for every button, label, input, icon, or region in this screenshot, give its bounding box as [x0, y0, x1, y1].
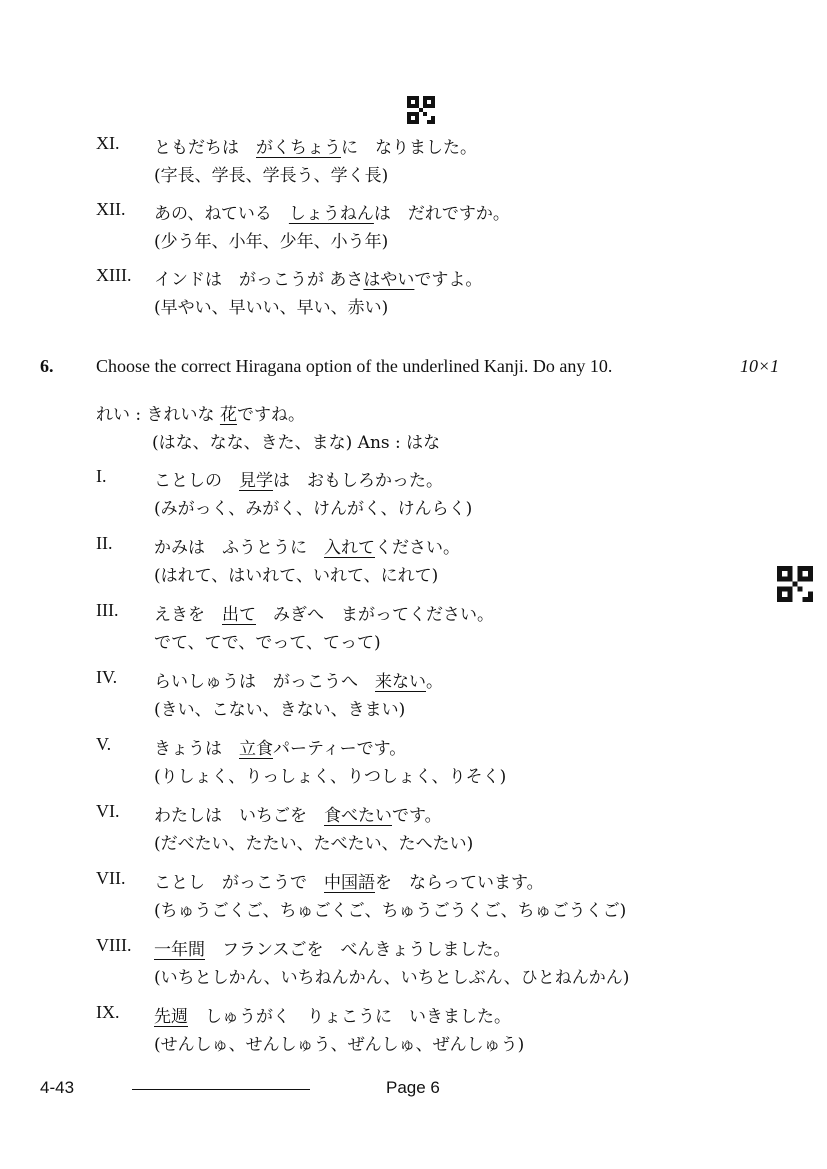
item-sentence: 一年間 フランスごを べんきょうしました。 — [154, 940, 511, 960]
underlined-word: 立食 — [239, 739, 273, 759]
item-sentence: あの、ねている しょうねんは だれですか。 — [154, 204, 510, 224]
underlined-word: しょうねん — [288, 204, 374, 224]
item-number: VIII. — [96, 935, 132, 955]
question-number: 6. — [40, 356, 54, 376]
underlined-word: 中国語 — [324, 873, 375, 893]
example-options: (はな、なな、きた、まな) Ans : はな — [152, 433, 441, 453]
item-number: XI. — [96, 133, 120, 153]
item-number: IX. — [96, 1002, 120, 1022]
item-options: (ちゅうごくご、ちゅごくご、ちゅうごうくご、ちゅごうくご) — [154, 901, 627, 921]
item-number: VI. — [96, 801, 120, 821]
item-number: VII. — [96, 868, 126, 888]
item-sentence: ことしの 見学は おもしろかった。 — [154, 471, 443, 491]
example-answer: Ans : はな — [357, 433, 441, 453]
paper-code: 4-43 — [40, 1078, 75, 1097]
item-options: (みがっく、みがく、けんがく、けんらく) — [154, 499, 473, 519]
item-sentence: らいしゅうは がっこうへ 来ない。 — [154, 672, 443, 692]
underlined-word: がくちょう — [256, 138, 341, 158]
item-number: V. — [96, 734, 112, 754]
question-instruction: Choose the correct Hiragana option of the underlined Kanji. Do any 10. — [96, 356, 613, 376]
footer-divider — [132, 1089, 310, 1090]
item-options: (だべたい、たたい、たべたい、たへたい) — [154, 834, 474, 854]
item-options: (いちとしかん、いちねんかん、いちとしぶん、ひとねんかん) — [154, 968, 630, 988]
item-sentence: 先週 しゅうがく りょこうに いきました。 — [154, 1007, 511, 1027]
qr-code-icon — [407, 96, 435, 124]
underlined-word: 出て — [222, 605, 256, 625]
item-number: III. — [96, 600, 119, 620]
item-sentence: えきを 出て みぎへ まがってください。 — [154, 605, 494, 625]
item-number: IV. — [96, 667, 118, 687]
underlined-word: 来ない — [375, 672, 426, 692]
underlined-word: 一年間 — [154, 940, 205, 960]
underlined-word: 先週 — [154, 1007, 188, 1027]
item-options: (早やい、早いい、早い、赤い) — [154, 298, 389, 318]
item-options: (はれて、はいれて、いれて、にれて) — [154, 566, 439, 586]
underlined-word: 入れて — [324, 538, 375, 558]
underlined-word: 食べたい — [324, 806, 392, 826]
item-sentence: かみは ふうとうに 入れてください。 — [154, 538, 460, 558]
item-options: (きい、こない、きない、きまい) — [154, 700, 406, 720]
underlined-word: 花 — [219, 405, 237, 425]
page-number: Page 6 — [386, 1078, 440, 1097]
item-sentence: ことし がっこうで 中国語を ならっています。 — [154, 873, 544, 893]
underlined-word: 見学 — [239, 471, 273, 491]
item-options: (せんしゅ、せんしゅう、ぜんしゅ、ぜんしゅう) — [154, 1035, 525, 1055]
example-sentence: れい : きれいな 花ですね。 — [96, 405, 305, 425]
item-options: でて、てで、でって、てって) — [154, 633, 381, 653]
item-number: XII. — [96, 199, 126, 219]
qr-code-icon — [777, 566, 813, 602]
underlined-word: はやい — [363, 270, 415, 290]
item-number: II. — [96, 533, 113, 553]
item-sentence: インドは がっこうが あさはやいですよ。 — [154, 270, 483, 290]
item-options: (少う年、小年、少年、小う年) — [154, 232, 389, 252]
item-sentence: わたしは いちごを 食べたいです。 — [154, 806, 442, 826]
item-sentence: きょうは 立食パーティーです。 — [154, 739, 407, 759]
item-sentence: ともだちは がくちょうに なりました。 — [154, 138, 477, 158]
item-options: (字長、学長、学長う、学く長) — [154, 166, 389, 186]
item-options: (りしょく、りっしょく、りつしょく、りそく) — [154, 767, 507, 787]
item-number: I. — [96, 466, 107, 486]
item-number: XIII. — [96, 265, 132, 285]
question-marks: 10×1 — [740, 356, 780, 376]
